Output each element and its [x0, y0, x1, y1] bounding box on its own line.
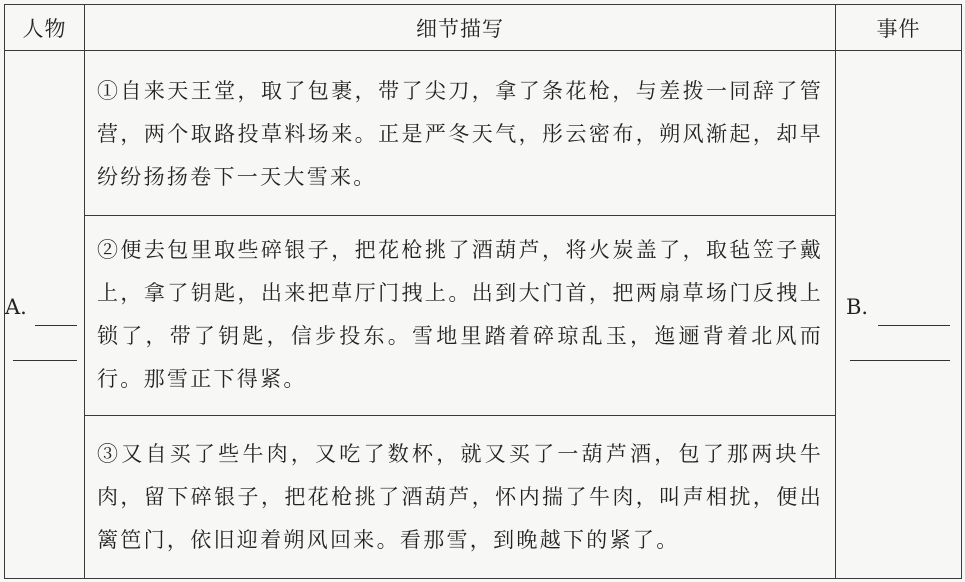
blank-a-line-1[interactable]: [35, 325, 77, 326]
table-row: [5, 416, 962, 579]
detail-cell-3: ③又自买了些牛肉，又吃了数杯，就又买了一葫芦酒，包了那两块牛肉，留下碎银子，把花枪挑了酒葫芦，怀内揣了牛肉，叫声相扰，便出篱笆门，依旧迎着朔风回来。看那雪，到晚越下的紧了。: [85, 416, 836, 579]
event-answer-area: [836, 265, 961, 365]
table-row: [5, 216, 962, 416]
detail-cell-1: ①自来天王堂，取了包裹，带了尖刀，拿了条花枪，与差拨一同辞了管营，两个取路投草料场来。正是严冬天气，彤云密布，朔风渐起，却早纷纷扬扬卷下一天大雪来。: [85, 51, 836, 216]
blank-a-line-2[interactable]: [13, 360, 77, 361]
blank-b-label: B.: [846, 294, 869, 319]
blank-a-label: A.: [5, 294, 27, 319]
header-row: [5, 5, 962, 51]
blank-b-line-2[interactable]: [850, 360, 950, 361]
header-event: 事件: [836, 5, 962, 51]
analysis-table: [4, 4, 962, 579]
table-row: [5, 51, 962, 216]
event-cell: [836, 51, 962, 579]
blank-b-line-1[interactable]: [878, 325, 950, 326]
detail-cell-2: ②便去包里取些碎银子，把花枪挑了酒葫芦，将火炭盖了，取毡笠子戴上，拿了钥匙，出来把草厅门拽上。出到大门首，把两扇草场门反拽上锁了，带了钥匙，信步投东。雪地里踏着碎琼乱玉，迤逦背着北风而行。那雪正下得紧。: [85, 216, 836, 416]
person-answer-area: [5, 265, 84, 365]
person-cell: [5, 51, 85, 579]
header-detail: 细节描写: [85, 5, 836, 51]
header-person: 人物: [5, 5, 85, 51]
